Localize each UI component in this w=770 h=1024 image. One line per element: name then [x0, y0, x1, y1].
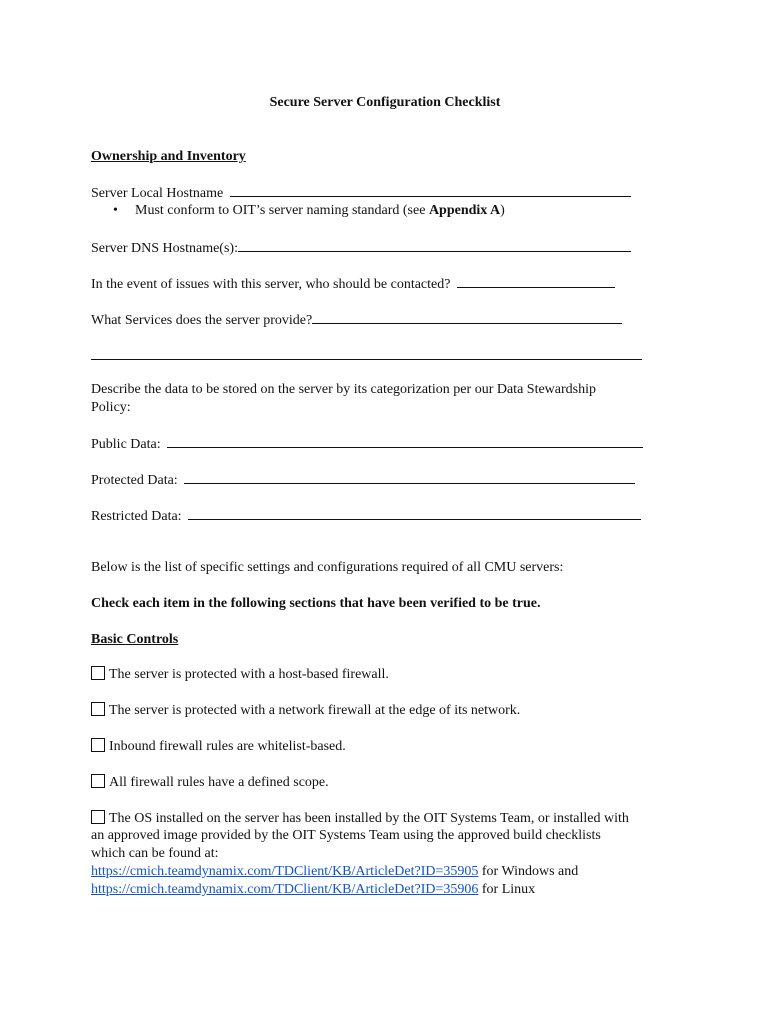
linux-suffix: for Linux: [478, 882, 536, 897]
basic-controls-heading: Basic Controls: [91, 632, 179, 647]
windows-suffix: for Windows and: [478, 864, 579, 879]
os-item-line-2: an approved image provided by the OIT Systems Team using the approved build checklists: [91, 828, 601, 843]
dns-label: Server DNS Hostname(s):: [91, 241, 238, 256]
os-item-line-3: which can be found at:: [91, 846, 219, 861]
public-data-label: Public Data:: [91, 437, 161, 452]
windows-checklist-row: [91, 863, 578, 881]
checkbox[interactable]: [91, 666, 105, 680]
checkbox[interactable]: [91, 774, 105, 788]
describe-line-1: Describe the data to be stored on the server by its categorization per our Data Stewardship: [91, 382, 596, 397]
dns-field[interactable]: [238, 238, 631, 252]
contact-field[interactable]: [457, 274, 615, 288]
public-data-field[interactable]: [167, 434, 643, 448]
contact-row: [91, 274, 615, 294]
public-data-row: [91, 434, 643, 454]
check-instruction: Check each item in the following sections that have been verified to be true.: [91, 596, 541, 611]
services-row: [91, 310, 622, 330]
bullet-icon: •: [113, 203, 118, 218]
settings-intro: Below is the list of specific settings and configurations required of all CMU servers:: [91, 560, 564, 575]
checklist-item-label: Inbound firewall rules are whitelist-based.: [109, 739, 346, 754]
windows-checklist-link[interactable]: https://cmich.teamdynamix.com/TDClient/KB/ArticleDet?ID=35905: [91, 864, 479, 879]
protected-data-row: [91, 470, 635, 490]
checkbox[interactable]: [91, 810, 105, 824]
document-title: Secure Server Configuration Checklist: [269, 95, 501, 110]
services-label: What Services does the server provide?: [91, 313, 313, 328]
hostname-field[interactable]: [230, 183, 631, 197]
hostname-note: [113, 202, 505, 220]
appendix-reference: Appendix A: [428, 203, 501, 218]
protected-data-field[interactable]: [184, 470, 635, 484]
hostname-note-prefix: Must conform to OIT’s server naming standard (see: [135, 203, 429, 218]
os-checklist-item: [91, 810, 629, 828]
contact-label: In the event of issues with this server, who should be contacted?: [91, 277, 451, 292]
checklist-item-label: All firewall rules have a defined scope.: [109, 775, 329, 790]
dns-row: [91, 238, 631, 258]
checklist-item-label: The server is protected with a host-based firewall.: [109, 667, 389, 682]
checkbox[interactable]: [91, 702, 105, 716]
protected-data-label: Protected Data:: [91, 473, 178, 488]
linux-checklist-link[interactable]: https://cmich.teamdynamix.com/TDClient/KB/ArticleDet?ID=35906: [91, 882, 479, 897]
checklist-item-label: The server is protected with a network firewall at the edge of its network.: [109, 703, 521, 718]
hostname-row: [91, 183, 631, 203]
os-item-line-1: The OS installed on the server has been installed by the OIT Systems Team, or installed with: [109, 811, 629, 826]
services-extra-line[interactable]: [91, 359, 642, 360]
checkbox[interactable]: [91, 738, 105, 752]
checklist-item: [91, 738, 346, 756]
checklist-item: [91, 666, 389, 684]
describe-line-2: Policy:: [91, 400, 131, 415]
checklist-item: [91, 774, 329, 792]
ownership-heading: Ownership and Inventory: [91, 149, 246, 164]
restricted-data-row: [91, 506, 641, 526]
linux-checklist-row: [91, 881, 535, 899]
hostname-note-suffix: ): [500, 203, 505, 218]
restricted-data-field[interactable]: [188, 506, 641, 520]
restricted-data-label: Restricted Data:: [91, 509, 182, 524]
checklist-item: [91, 702, 520, 720]
hostname-label: Server Local Hostname: [91, 186, 224, 201]
services-field[interactable]: [312, 310, 622, 324]
